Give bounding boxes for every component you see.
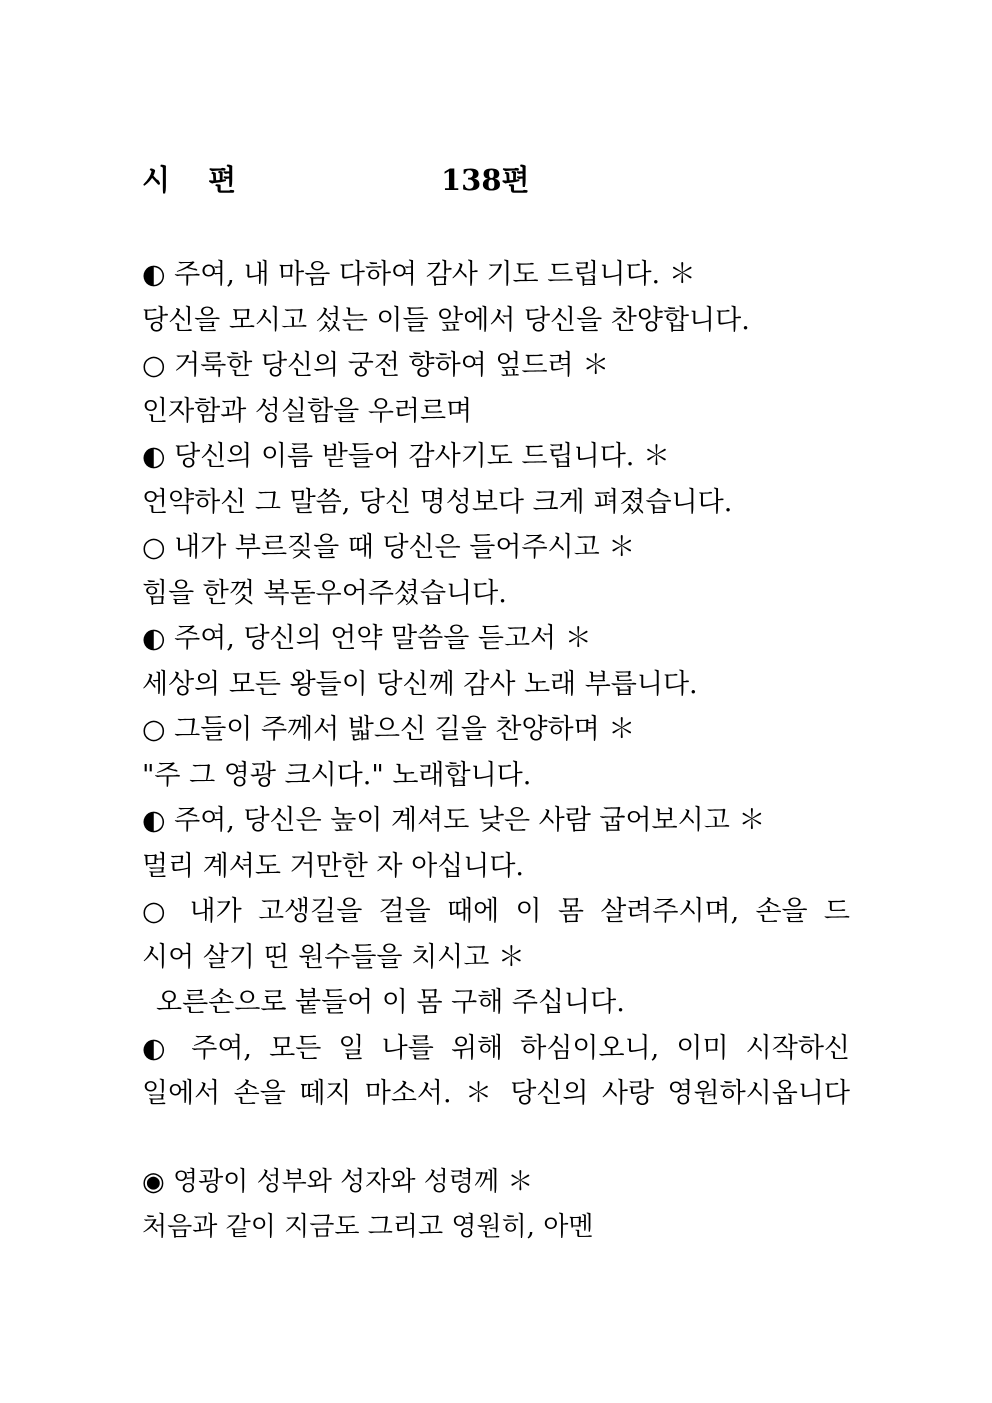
doxology-line: ◉ 영광이 성부와 성자와 성령께 ＊ [142, 1167, 534, 1197]
psalm-line: ○ 내가 부르짖을 때 당신은 들어주시고 ＊ [142, 532, 636, 563]
psalm-line: 세상의 모든 왕들이 당신께 감사 노래 부릅니다. [142, 668, 698, 700]
psalm-line: ◐ 주여, 당신은 높이 계셔도 낮은 사람 굽어보시고 ＊ [142, 805, 766, 836]
doxology [142, 1160, 850, 1250]
psalm-line: 당신을 모시고 섰는 이들 앞에서 당신을 찬양합니다. [142, 304, 750, 336]
psalm-line: ◐ 주여, 당신의 언약 말씀을 듣고서 ＊ [142, 623, 592, 654]
psalm-line: 멀리 계셔도 거만한 자 아십니다. [142, 850, 524, 882]
page-heading [142, 158, 842, 208]
psalm-line: 일에서 손을 떼지 마소서. ＊ 당신의 사랑 영원하시옵니다 [142, 1078, 850, 1109]
psalm-line: 언약하신 그 말씀, 당신 명성보다 크게 펴졌습니다. [142, 486, 733, 518]
psalm-text [142, 252, 850, 1117]
psalm-line: 인자함과 성실함을 우러르며 [142, 395, 473, 427]
psalm-line: ○ 거룩한 당신의 궁전 향하여 엎드려 ＊ [142, 350, 610, 381]
psalm-line: 힘을 한껏 복돋우어주셨습니다. [142, 577, 507, 609]
psalm-line: "주 그 영광 크시다." 노래합니다. [142, 759, 532, 791]
psalm-number: 138편 [441, 163, 530, 197]
psalm-line: ○ 그들이 주께서 밟으신 길을 찬양하며 ＊ [142, 714, 636, 745]
psalm-line: ◐ 주여, 내 마음 다하여 감사 기도 드립니다. ＊ [142, 259, 696, 290]
psalm-line: ◐ 주여, 모든 일 나를 위해 하심이오니, 이미 시작하신 [142, 1032, 850, 1064]
psalm-line: 오른손으로 붙들어 이 몸 구해 주십니다. [156, 987, 625, 1018]
doxology-line: 처음과 같이 지금도 그리고 영원히, 아멘 [142, 1212, 594, 1242]
psalm-line: 시어 살기 띤 원수들을 치시고 ＊ [142, 941, 525, 973]
psalm-line: ◐ 당신의 이름 받들어 감사기도 드립니다. ＊ [142, 441, 670, 472]
psalm-book-title: 시 편 [142, 163, 251, 197]
psalm-line: ○ 내가 고생길을 걸을 때에 이 몸 살려주시며, 손을 드 [142, 896, 850, 927]
